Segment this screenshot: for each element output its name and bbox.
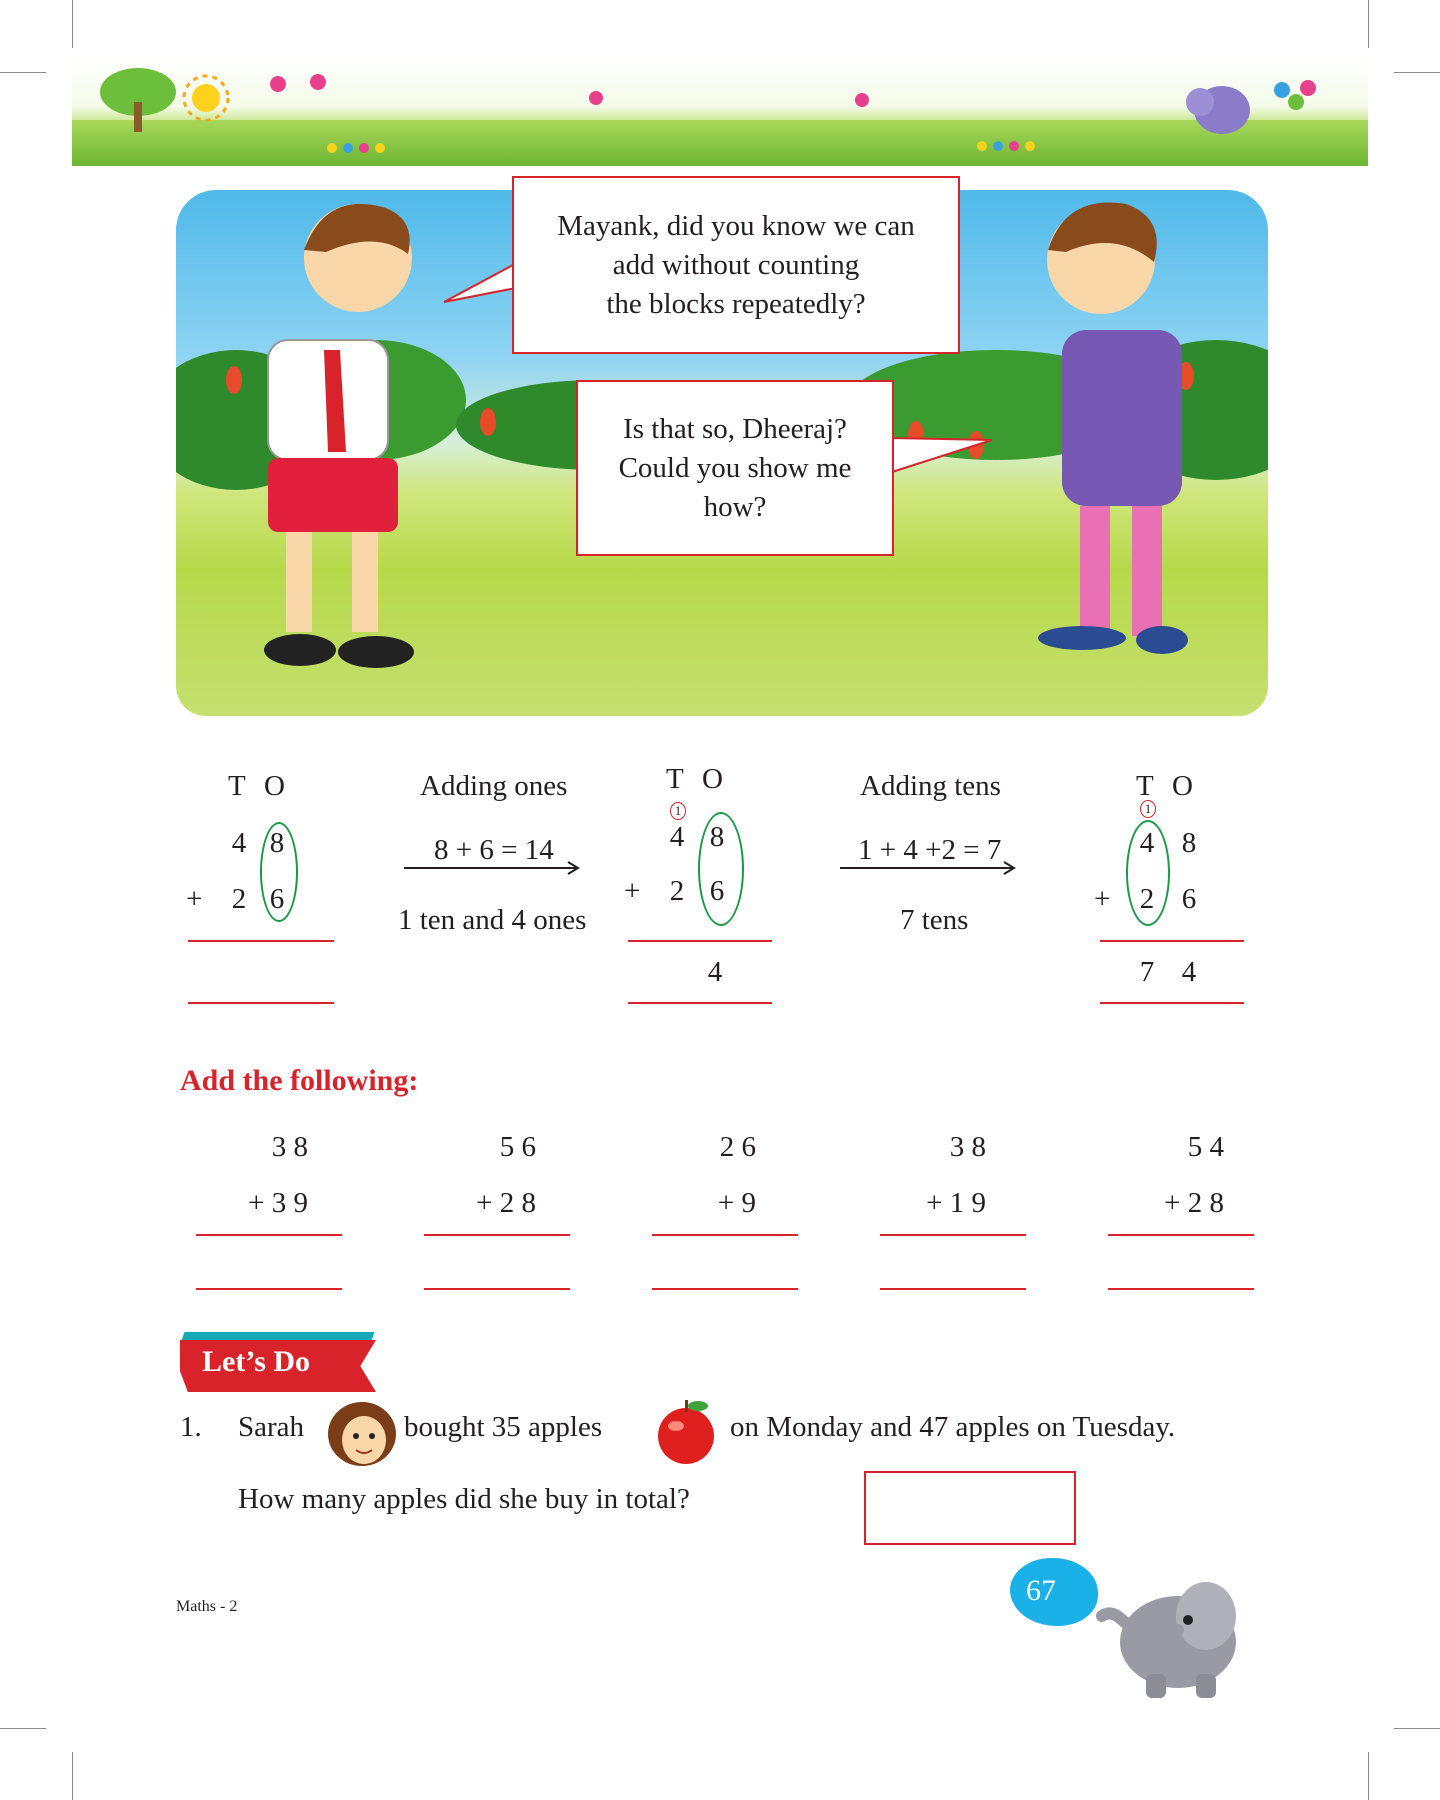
answer-line	[188, 940, 334, 942]
girl-face-icon	[324, 1398, 404, 1468]
answer-line	[628, 940, 772, 942]
digit: 8	[1181, 827, 1197, 859]
digit: 2	[1139, 883, 1155, 915]
answer-line[interactable]	[880, 1234, 1026, 1236]
question-name: Sarah	[238, 1411, 305, 1443]
addend-top: 5 6	[499, 1131, 536, 1163]
ones-header: O	[1172, 770, 1193, 802]
plus-sign: +	[1094, 883, 1111, 915]
bubble-line: Mayank, did you know we can	[557, 209, 915, 242]
digit: 4	[669, 821, 685, 853]
plus-sign: +	[624, 875, 641, 907]
exercise-problem	[1108, 1124, 1256, 1294]
answer-line	[1100, 940, 1244, 942]
digit: 6	[269, 883, 285, 915]
digit: 2	[669, 875, 685, 907]
final-sum-tens: 7	[1139, 956, 1155, 988]
addend-top: 3 8	[271, 1131, 308, 1163]
lets-do-label: Let’s Do	[202, 1345, 311, 1378]
tens-header: T	[1136, 770, 1154, 802]
answer-line[interactable]	[880, 1288, 1026, 1290]
digit: 4	[1139, 827, 1155, 859]
addend-bottom: + 9	[717, 1187, 756, 1219]
step-title: Adding ones	[420, 770, 568, 802]
carry-digit: 1	[670, 802, 686, 820]
tens-header: T	[666, 763, 684, 795]
step-equation: 1 + 4 +2 = 7	[858, 834, 1002, 866]
bubble-line: add without counting	[612, 248, 860, 281]
digit: 8	[709, 821, 725, 853]
bubble-line: the blocks repeatedly?	[606, 287, 866, 320]
step-result: 7 tens	[900, 904, 969, 936]
partial-sum-ones: 4	[707, 956, 723, 988]
exercise-problem	[880, 1124, 1028, 1294]
exercise-problem	[196, 1124, 344, 1294]
addend-bottom: + 1 9	[926, 1187, 986, 1219]
digit: 2	[231, 883, 247, 915]
addend-bottom: + 2 8	[476, 1187, 536, 1219]
ones-header: O	[264, 770, 285, 802]
addend-top: 3 8	[949, 1131, 986, 1163]
answer-line	[1100, 1002, 1244, 1004]
crop-mark	[1394, 1728, 1440, 1729]
answer-line[interactable]	[196, 1288, 342, 1290]
step-title: Adding tens	[860, 770, 1001, 802]
answer-line[interactable]	[652, 1288, 798, 1290]
answer-line[interactable]	[652, 1234, 798, 1236]
tens-header: T	[228, 770, 246, 802]
answer-box[interactable]	[864, 1471, 1076, 1545]
bubble-line: Is that so, Dheeraj?	[623, 412, 847, 445]
book-title: Maths - 2	[176, 1598, 238, 1615]
answer-line[interactable]	[424, 1288, 570, 1290]
carry-digit: 1	[1140, 800, 1156, 818]
step-result: 1 ten and 4 ones	[398, 904, 587, 936]
crop-mark	[1368, 1752, 1369, 1800]
arrow-icon	[840, 860, 1020, 876]
digit: 8	[269, 827, 285, 859]
question-number: 1.	[180, 1411, 202, 1443]
digit: 6	[709, 875, 725, 907]
answer-line[interactable]	[1108, 1234, 1254, 1236]
step-equation: 8 + 6 = 14	[434, 834, 554, 866]
exercise-problem	[652, 1124, 800, 1294]
digit: 4	[231, 827, 247, 859]
answer-line[interactable]	[1108, 1288, 1254, 1290]
question-text: on Monday and 47 apples on Tuesday.	[730, 1411, 1176, 1443]
exercise-heading: Add the following:	[180, 1064, 419, 1097]
final-sum-ones: 4	[1181, 956, 1197, 988]
ones-header: O	[702, 763, 723, 795]
addend-top: 2 6	[719, 1131, 756, 1163]
digit: 6	[1181, 883, 1197, 915]
plus-sign: +	[186, 883, 203, 915]
bubble-line: how?	[703, 490, 767, 523]
arrow-icon	[404, 860, 584, 876]
crop-mark	[0, 1728, 46, 1729]
addend-bottom: + 2 8	[1164, 1187, 1224, 1219]
page-number: 67	[1026, 1574, 1056, 1607]
answer-line	[628, 1002, 772, 1004]
answer-line	[188, 1002, 334, 1004]
question-text: How many apples did she buy in total?	[238, 1483, 690, 1515]
addend-bottom: + 3 9	[248, 1187, 308, 1219]
apple-icon	[650, 1394, 724, 1468]
answer-line[interactable]	[196, 1234, 342, 1236]
question-text: bought 35 apples	[404, 1411, 603, 1443]
exercise-problem	[424, 1124, 572, 1294]
answer-line[interactable]	[424, 1234, 570, 1236]
addend-top: 5 4	[1187, 1131, 1224, 1163]
crop-mark	[72, 1752, 73, 1800]
bubble-line: Could you show me	[618, 451, 852, 484]
elephant-icon	[1080, 1570, 1260, 1702]
